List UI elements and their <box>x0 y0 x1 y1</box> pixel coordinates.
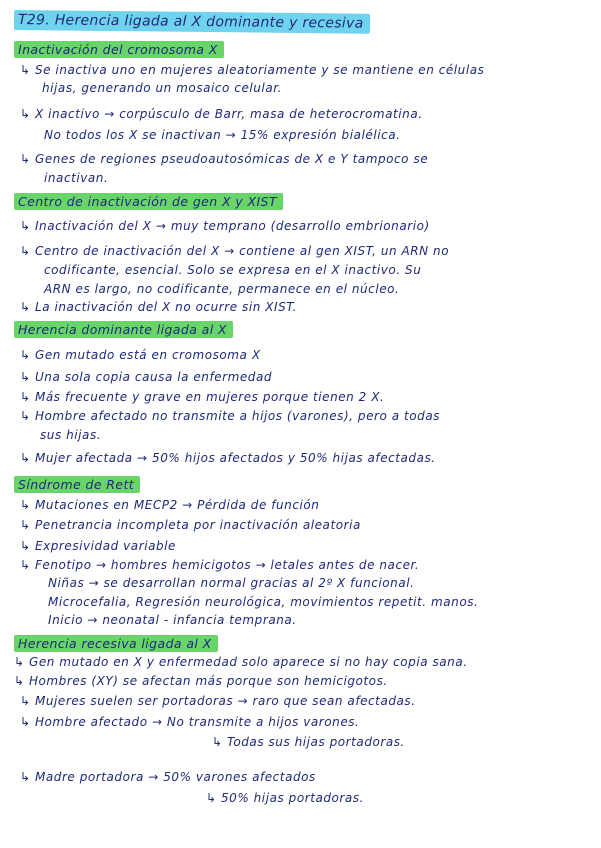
note-line: codificante, esencial. Solo se expresa en el X inactivo. Su <box>44 263 422 277</box>
note-line: ↳ Madre portadora → 50% varones afectados <box>20 770 316 784</box>
note-line: Inicio → neonatal - infancia temprana. <box>48 613 297 627</box>
note-line: ↳ Penetrancia incompleta por inactivación aleatoria <box>20 518 361 532</box>
note-line: ↳ Una sola copia causa la enfermedad <box>20 370 273 384</box>
note-line: hijas, generando un mosaico celular. <box>42 81 282 95</box>
note-line: ↳ Hombre afectado no transmite a hijos (varones), pero a todas <box>20 409 441 423</box>
section-header-dominante: Herencia dominante ligada al X <box>14 321 233 338</box>
note-line: ↳ X inactivo → corpúsculo de Barr, masa de heterocromatina. <box>20 107 423 121</box>
section-header-rett: Síndrome de Rett <box>14 476 140 493</box>
note-line: ↳ Se inactiva uno en mujeres aleatoriamente y se mantiene en células <box>20 63 485 77</box>
note-line: Niñas → se desarrollan normal gracias al 2º X funcional. <box>48 576 415 590</box>
note-line: ↳ Centro de inactivación del X → contiene al gen XIST, un ARN no <box>20 244 450 258</box>
note-line: ↳ Hombres (XY) se afectan más porque son hemicigotos. <box>14 674 388 688</box>
note-line: ↳ Expresividad variable <box>20 539 176 553</box>
note-line: ARN es largo, no codificante, permanece en el núcleo. <box>44 282 400 296</box>
note-line: ↳ Inactivación del X → muy temprano (desarrollo embrionario) <box>20 219 430 233</box>
note-line: ↳ 50% hijas portadoras. <box>206 791 364 805</box>
note-line: sus hijas. <box>40 428 102 442</box>
note-line: ↳ Mutaciones en MECP2 → Pérdida de función <box>20 498 320 512</box>
note-line: ↳ Gen mutado en X y enfermedad solo aparece si no hay copia sana. <box>14 655 468 669</box>
note-line: ↳ Fenotipo → hombres hemicigotos → letales antes de nacer. <box>20 558 420 572</box>
section-header-xist: Centro de inactivación de gen X y XIST <box>14 193 283 210</box>
page-title: T29. Herencia ligada al X dominante y recesiva <box>14 10 370 34</box>
note-line: No todos los X se inactivan → 15% expresión bialélica. <box>44 128 401 142</box>
note-line: ↳ Gen mutado está en cromosoma X <box>20 348 261 362</box>
note-line: ↳ Más frecuente y grave en mujeres porque tienen 2 X. <box>20 390 385 404</box>
note-line: ↳ Mujer afectada → 50% hijos afectados y 50% hijas afectadas. <box>20 451 436 465</box>
note-line: inactivan. <box>44 171 109 185</box>
note-line: ↳ La inactivación del X no ocurre sin XIST. <box>20 300 298 314</box>
note-line: ↳ Todas sus hijas portadoras. <box>212 735 405 749</box>
note-line: ↳ Mujeres suelen ser portadoras → raro que sean afectadas. <box>20 694 416 708</box>
note-line: ↳ Hombre afectado → No transmite a hijos varones. <box>20 715 360 729</box>
section-header-inactivacion: Inactivación del cromosoma X <box>14 41 224 58</box>
section-header-recesiva: Herencia recesiva ligada al X <box>14 635 218 652</box>
note-line: Microcefalia, Regresión neurológica, movimientos repetit. manos. <box>48 595 479 609</box>
note-line: ↳ Genes de regiones pseudoautosómicas de X e Y tampoco se <box>20 152 429 166</box>
